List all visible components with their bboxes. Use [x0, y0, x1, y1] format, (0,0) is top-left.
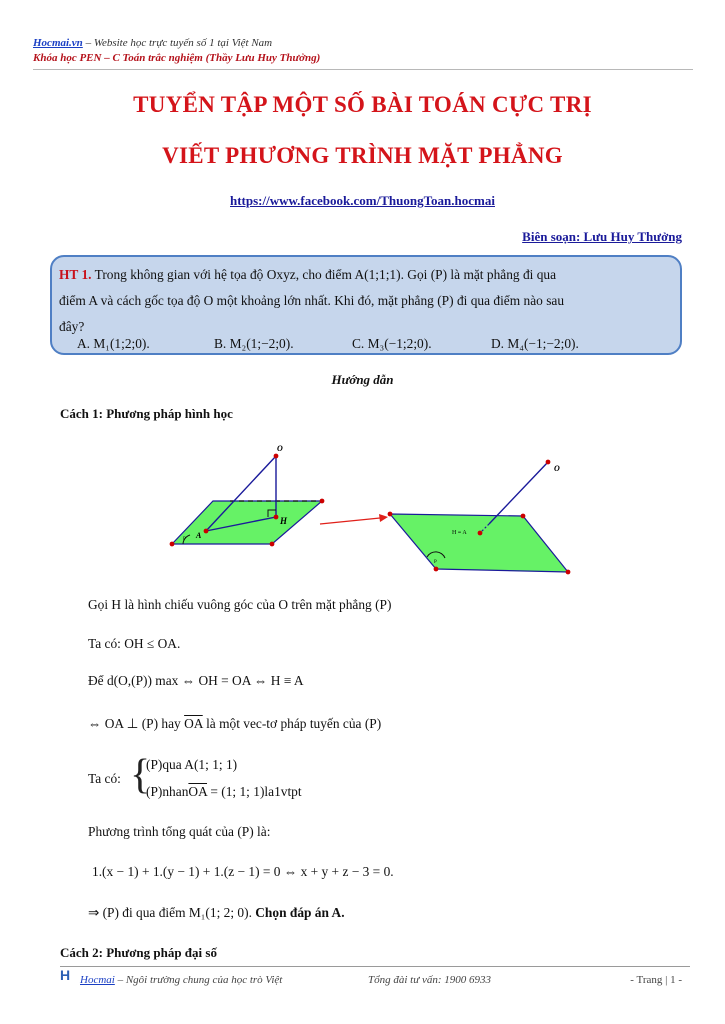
fig-left-h: H [280, 516, 288, 526]
solution-line4: ⇔ OA ⊥ (P) hay $\overline{OA}$ là một vec-tơ pháp tuyến của (P) [88, 716, 382, 731]
right-plane [390, 514, 568, 572]
guide-heading: Hướng dẫn [331, 372, 394, 387]
question-text [59, 262, 679, 340]
system-label: Ta có: [88, 771, 121, 786]
question-line2: điểm A và cách gốc tọa độ O một khoảng lớn nhất. Khi đó, mặt phẳng (P) đi qua điểm nào sau [59, 293, 565, 308]
question-line3: đây? [59, 319, 85, 334]
vector-oa: $\overline{OA}$ [184, 716, 203, 731]
arrow-head [379, 514, 388, 522]
footer-hotline: Tổng đài tư vấn: 1900 6933 [368, 974, 492, 986]
hocmai-logo-icon: H [60, 967, 71, 983]
footer-divider [60, 966, 690, 967]
header-site-link[interactable]: Hocmai.vn [33, 37, 83, 49]
option-c: C. M₃(−1;2;0). [352, 336, 432, 351]
arrow-line [320, 518, 380, 524]
fig-right-o: O [554, 464, 560, 473]
header-course: Khóa học PEN – C Toán trắc nghiệm (Thầy Lưu Huy Thưởng) [33, 52, 321, 64]
solution-line6: Phương trình tổng quát của (P) là: [88, 824, 271, 839]
solution-line1: Gọi H là hình chiếu vuông góc của O trên mặt phẳng (P) [88, 597, 392, 612]
header-site-line [33, 37, 272, 49]
answer-choice: Chọn đáp án A. [255, 905, 345, 920]
solution-line2: Ta có: OH ≤ OA. [88, 636, 181, 651]
solution-conclusion: ⇒ (P) đi qua điểm M₁(1; 2; 0). Chọn đáp án A. [88, 905, 345, 920]
footer-site-link[interactable]: Hocmai [80, 974, 115, 986]
fig-right-p: P [434, 560, 437, 565]
fig-left-o: O [277, 444, 283, 453]
option-b: B. M₂(1;−2;0). [214, 336, 294, 351]
header-tagline: – Website học trực tuyến số 1 tại Việt Nam [82, 37, 273, 49]
author-credit: Biên soạn: Lưu Huy Thưởng [522, 229, 682, 244]
header-divider [33, 69, 693, 70]
option-d: D. M₄(−1;−2;0). [491, 336, 579, 351]
solution-equation: 1.(x − 1) + 1.(y − 1) + 1.(z − 1) = 0 ⇔ x + y + z − 3 = 0. [92, 864, 394, 879]
system-brace: { [130, 752, 151, 798]
geometry-figure [0, 430, 725, 580]
method2-heading: Cách 2: Phương pháp đại số [60, 945, 217, 960]
footer-page-number: - Trang | 1 - [630, 974, 682, 986]
method1-heading: Cách 1: Phương pháp hình học [60, 406, 233, 421]
solution-line3: Để d(O,(P)) max ⇔ OH = OA ⇔ H ≡ A [88, 673, 304, 688]
fig-left-p: P [183, 537, 186, 542]
question-line1: Trong không gian với hệ tọa độ Oxyz, cho điểm A(1;1;1). Gọi (P) là mặt phẳng đi qua [91, 267, 557, 282]
question-label: HT 1. [59, 267, 92, 282]
system-row1: (P)qua A(1; 1; 1) [146, 757, 238, 772]
option-a: A. M₁(1;2;0). [77, 336, 150, 351]
page-title-line1: TUYỂN TẬP MỘT SỐ BÀI TOÁN CỰC TRỊ [133, 92, 592, 117]
right-line-oa [489, 462, 548, 524]
page-title-line2: VIẾT PHƯƠNG TRÌNH MẶT PHẲNG [162, 143, 563, 168]
fig-left-a: A [196, 531, 202, 540]
fig-right-ha: H ≡ A [452, 530, 467, 536]
system-row2: $(P)nhan\overline{OA} = (1$; 1; 1)la1vtpt [146, 784, 302, 799]
facebook-link[interactable]: https://www.facebook.com/ThuongToan.hocmai [230, 193, 495, 208]
footer-left: Hocmai – Ngôi trường chung của học trò Việt [80, 974, 283, 986]
